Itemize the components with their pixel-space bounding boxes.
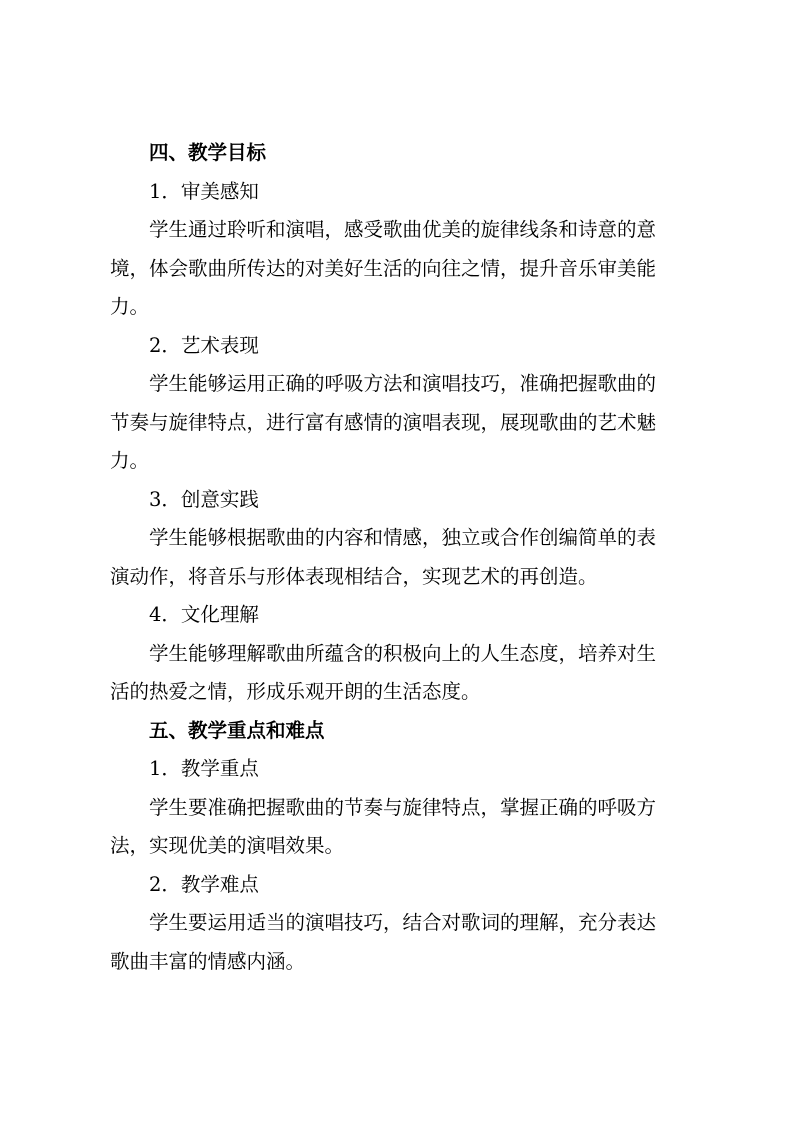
- paragraph-line: 力。: [110, 295, 150, 318]
- section-heading-objectives: 四、教学目标: [149, 141, 267, 164]
- paragraph-line: 学生通过聆听和演唱，感受歌曲优美的旋律线条和诗意的意: [149, 218, 657, 241]
- subheading-cultural-understanding: 4．文化理解: [149, 603, 259, 626]
- document-page: [110, 134, 686, 981]
- paragraph-line: 歌曲丰富的情感内涵。: [110, 949, 306, 973]
- section-heading-key-points: 五、教学重点和难点: [149, 718, 325, 742]
- paragraph-line: 学生能够根据歌曲的内容和情感，独立或合作创编简单的表: [149, 526, 657, 549]
- subheading-creative-practice: 3．创意实践: [149, 487, 259, 511]
- paragraph-line: 学生能够运用正确的呼吸方法和演唱技巧，准确把握歌曲的: [149, 372, 657, 395]
- paragraph-line: 活的热爱之情，形成乐观开朗的生活态度。: [110, 680, 481, 703]
- paragraph-line: 力。: [110, 449, 150, 472]
- paragraph-line: 学生能够理解歌曲所蕴含的积极向上的人生态度，培养对生: [149, 641, 657, 665]
- paragraph-line: 演动作，将音乐与形体表现相结合，实现艺术的再创造。: [110, 564, 598, 588]
- paragraph-line: 学生要运用适当的演唱技巧，结合对歌词的理解，充分表达: [149, 911, 657, 934]
- subheading-teaching-difficulty: 2．教学难点: [149, 872, 259, 896]
- paragraph-line: 节奏与旋律特点，进行富有感情的演唱表现，展现歌曲的艺术魅: [110, 410, 657, 434]
- paragraph-line: 法，实现优美的演唱效果。: [110, 834, 345, 857]
- subheading-artistic-expression: 2．艺术表现: [149, 333, 259, 357]
- subheading-teaching-focus: 1．教学重点: [149, 757, 259, 780]
- paragraph-line: 学生要准确把握歌曲的节奏与旋律特点，掌握正确的呼吸方: [149, 795, 657, 819]
- paragraph-line: 境，体会歌曲所传达的对美好生活的向往之情，提升音乐审美能: [110, 256, 657, 280]
- subheading-aesthetic-perception: 1．审美感知: [149, 179, 259, 203]
